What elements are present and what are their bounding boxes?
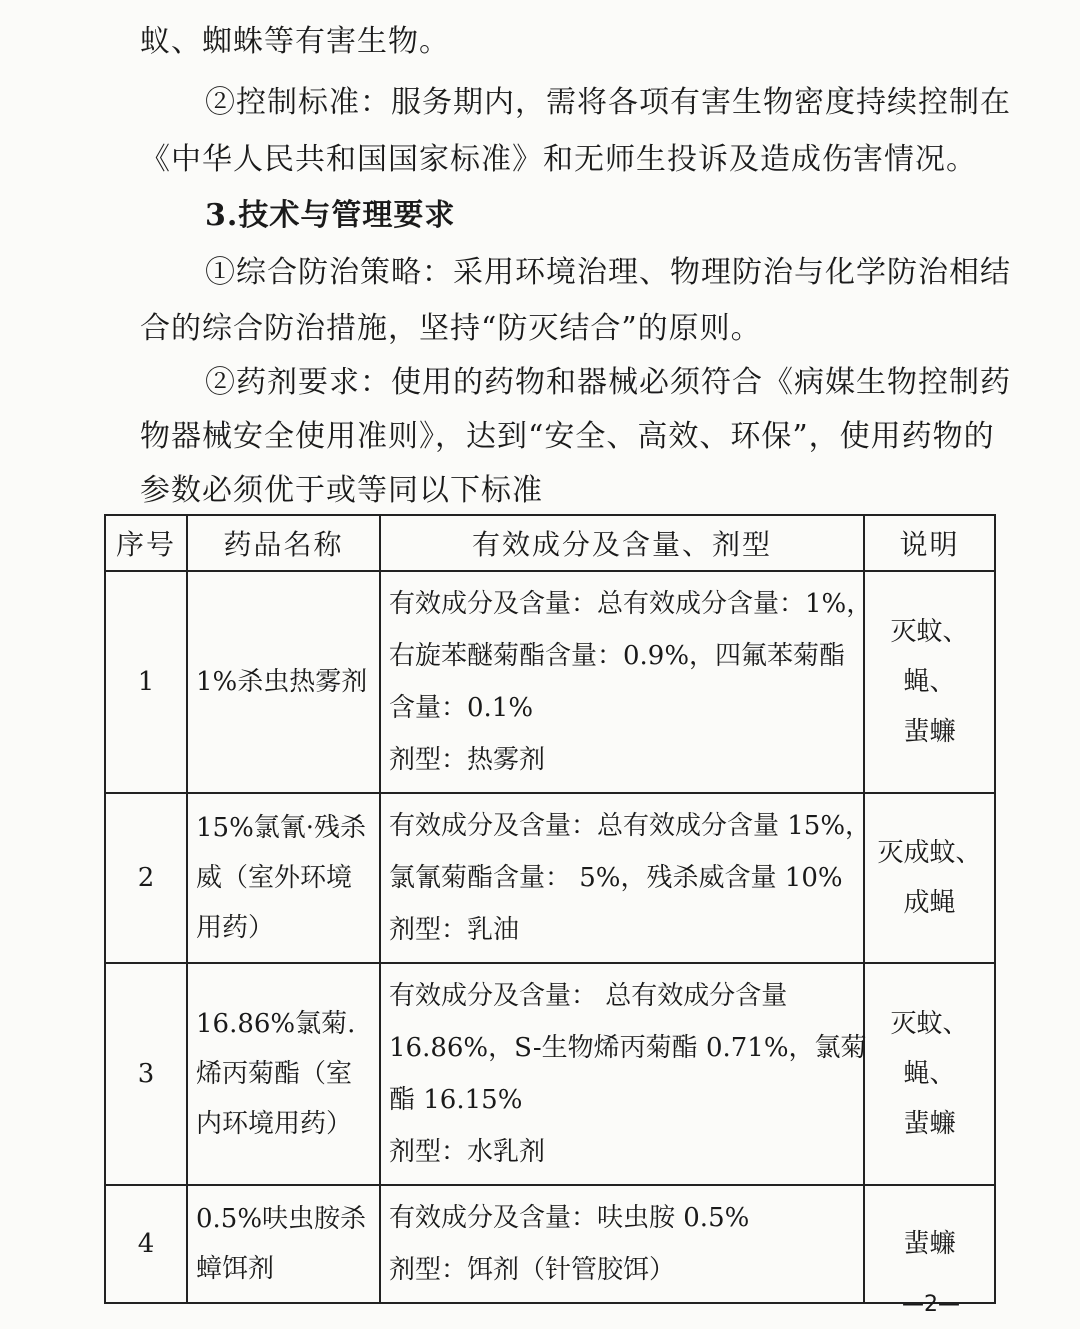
drug-table bbox=[104, 514, 996, 1304]
paragraph-line: 合的综合防治措施，坚持“防灭结合”的原则。 bbox=[140, 311, 762, 346]
header-no: 序号 bbox=[105, 515, 187, 571]
name-line: 15%氯氰·残杀 bbox=[196, 813, 367, 843]
name-line: 0.5%呋虫胺杀 bbox=[196, 1204, 367, 1234]
cell-note bbox=[864, 571, 995, 793]
paragraph-line: 物器械安全使用准则》，达到“安全、高效、环保”，使用药物的 bbox=[140, 419, 995, 454]
composition-line: 剂型：饵剂（针管胶饵） bbox=[389, 1255, 676, 1285]
composition-line: 剂型：热雾剂 bbox=[389, 745, 546, 775]
composition-line: 剂型：乳油 bbox=[389, 915, 520, 945]
table-row bbox=[105, 1185, 995, 1303]
cell-note bbox=[864, 793, 995, 963]
note-line: 蜚蠊 bbox=[903, 717, 956, 747]
composition-line: 氯氰菊酯含量： 5%，残杀威含量 10% bbox=[389, 863, 843, 893]
table-row bbox=[105, 963, 995, 1185]
section-heading: 3.技术与管理要求 bbox=[205, 198, 456, 233]
table-row bbox=[105, 793, 995, 963]
table-header-row bbox=[105, 515, 995, 571]
name-line: 蟑饵剂 bbox=[196, 1254, 275, 1284]
composition-line: 有效成分及含量：呋虫胺 0.5% bbox=[389, 1203, 750, 1233]
cell-composition bbox=[380, 793, 872, 963]
name-line: 1%杀虫热雾剂 bbox=[196, 667, 368, 697]
paragraph-line: 《中华人民共和国国家标准》和无师生投诉及造成伤害情况。 bbox=[140, 142, 977, 177]
name-line: 威（室外环境 bbox=[196, 863, 353, 893]
composition-line: 有效成分及含量：总有效成分含量：1%， bbox=[389, 589, 873, 619]
paragraph-line: ①综合防治策略：采用环境治理、物理防治与化学防治相结 bbox=[205, 255, 1011, 290]
composition-line: 剂型：水乳剂 bbox=[389, 1137, 546, 1167]
header-name: 药品名称 bbox=[187, 515, 380, 571]
composition-line: 有效成分及含量：总有效成分含量 15%， bbox=[389, 811, 872, 841]
name-line: 16.86%氯菊. bbox=[196, 1009, 356, 1039]
composition-line: 有效成分及含量： 总有效成分含量 bbox=[389, 981, 788, 1011]
cell-composition bbox=[380, 571, 873, 793]
composition-line: 16.86%，S-生物烯丙菊酯 0.71%，氯菊 bbox=[389, 1033, 867, 1063]
cell-no: 2 bbox=[105, 793, 187, 963]
note-line: 灭蚊、蝇、 bbox=[890, 617, 969, 697]
note-line: 蜚蠊 bbox=[903, 1109, 956, 1139]
composition-line: 酯 16.15% bbox=[389, 1085, 523, 1115]
cell-name bbox=[187, 1185, 380, 1303]
name-line: 用药） bbox=[196, 913, 275, 943]
paragraph-line: 参数必须优于或等同以下标准 bbox=[140, 473, 543, 508]
paragraph-line: ②控制标准：服务期内，需将各项有害生物密度持续控制在 bbox=[205, 85, 1011, 120]
paragraph-line: 蚁、蜘蛛等有害生物。 bbox=[140, 24, 450, 59]
header-composition: 有效成分及含量、剂型 bbox=[380, 515, 864, 571]
note-line: 灭成蚊、 bbox=[877, 838, 982, 868]
note-line: 成蝇 bbox=[903, 888, 956, 918]
composition-line: 右旋苯醚菊酯含量：0.9%，四氟苯菊酯 bbox=[389, 641, 846, 671]
table-row bbox=[105, 571, 995, 793]
paragraph-line: ②药剂要求：使用的药物和器械必须符合《病媒生物控制药 bbox=[205, 365, 1011, 400]
cell-name bbox=[187, 793, 380, 963]
header-note: 说明 bbox=[864, 515, 995, 571]
name-line: 烯丙菊酯（室 bbox=[196, 1059, 353, 1089]
page-number: —2— bbox=[902, 1292, 960, 1317]
cell-composition bbox=[380, 1185, 864, 1303]
cell-no: 1 bbox=[105, 571, 187, 793]
cell-name bbox=[187, 963, 380, 1185]
cell-note bbox=[864, 1185, 995, 1303]
name-line: 内环境用药） bbox=[196, 1109, 353, 1139]
cell-name bbox=[187, 571, 380, 793]
cell-note bbox=[864, 963, 995, 1185]
composition-line: 含量：0.1% bbox=[389, 693, 534, 723]
cell-composition bbox=[380, 963, 867, 1185]
cell-no: 4 bbox=[105, 1185, 187, 1303]
note-line: 灭蚊、蝇、 bbox=[890, 1009, 969, 1089]
cell-no: 3 bbox=[105, 963, 187, 1185]
note-line: 蜚蠊 bbox=[903, 1229, 956, 1259]
